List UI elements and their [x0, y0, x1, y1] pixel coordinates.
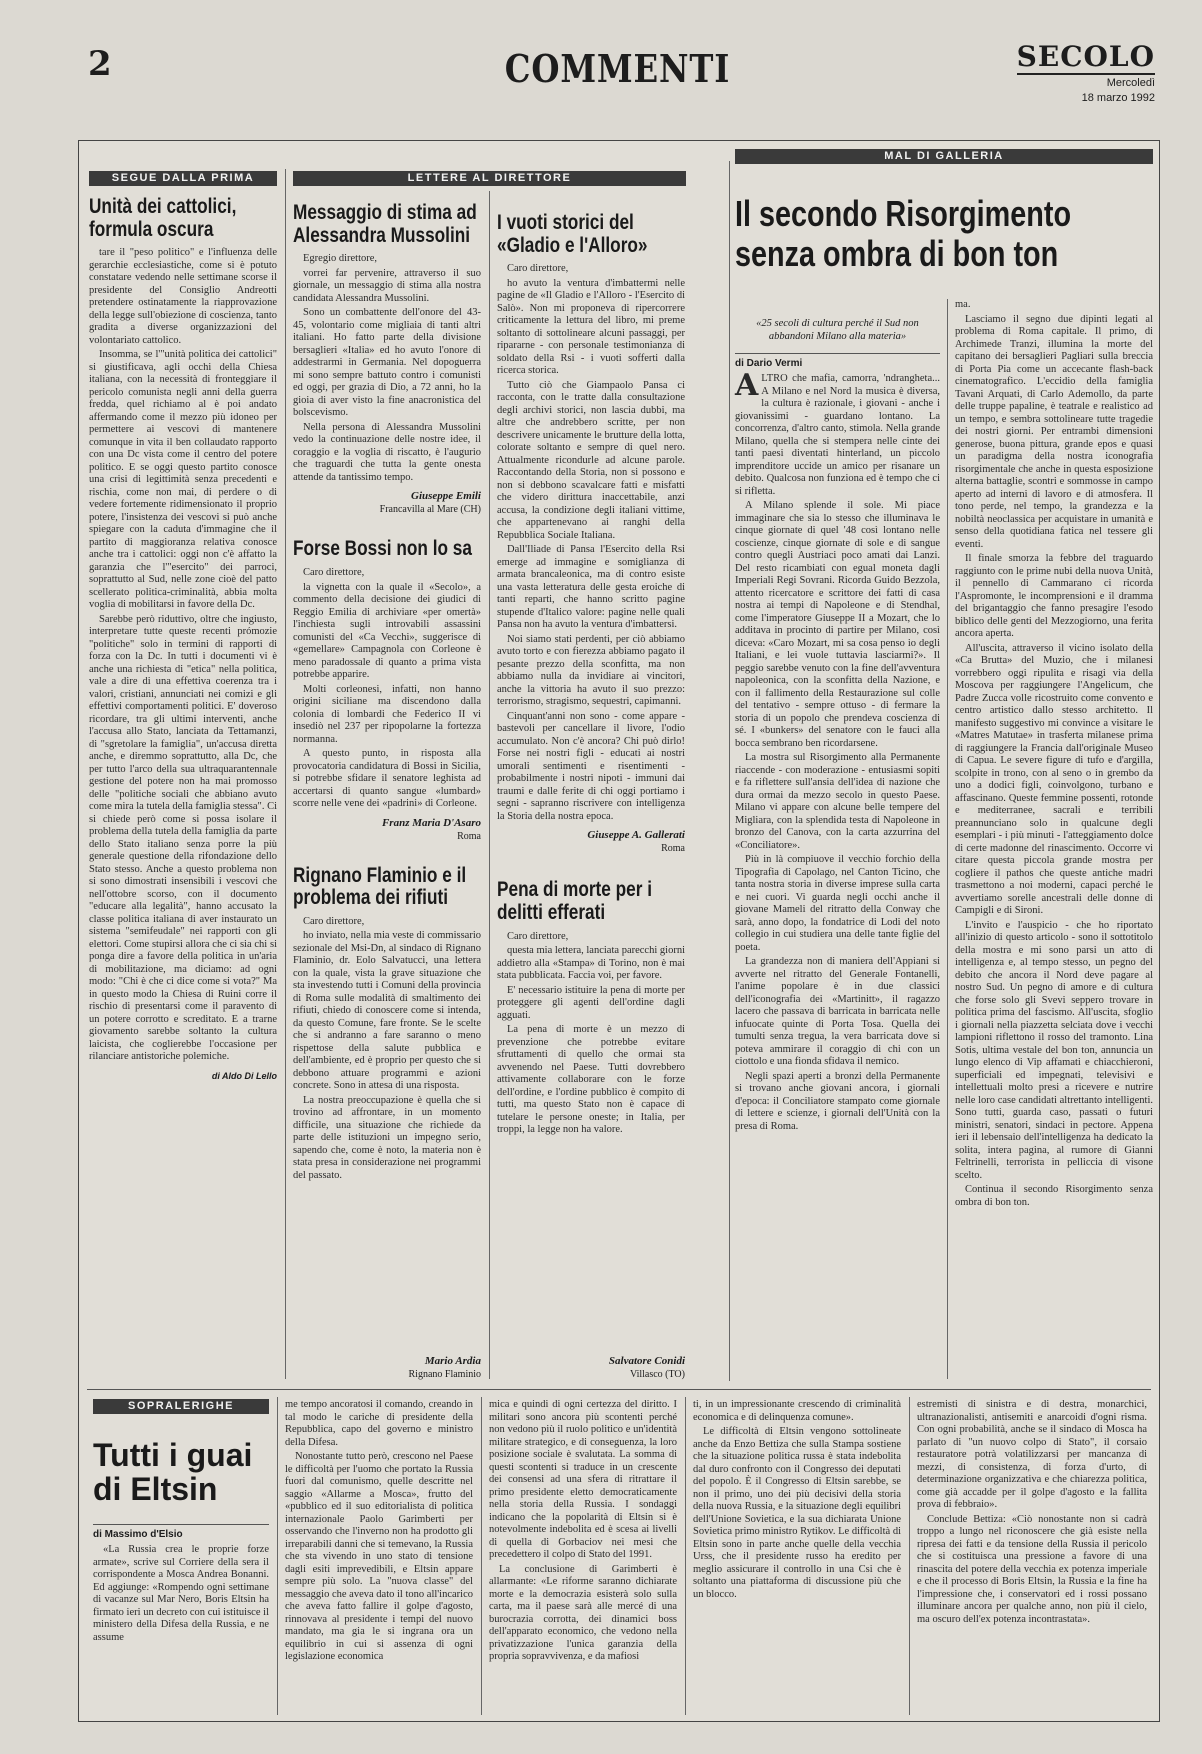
section-bar-mal-di-galleria: MAL DI GALLERIA: [735, 149, 1153, 164]
article-right-column: [955, 299, 1153, 1211]
paragraph: Sono un combattente dell'onore del 43-45, volontario come migliaia di tanti altri italiani. Ho fatto parte della divisione bersaglieri «Italia» ed ho avuto l'onore di addestrarmi in Germania. Nel dopoguerra mi sono sempre battuto contro i comunisti ed oggi, per grazia di Dio, a 72 anni, ho la gioia di aver visto la fine anacronistica del bolscevismo.: [293, 307, 481, 419]
section-bar-sopralerighe: SOPRALERIGHE: [93, 1399, 269, 1414]
column-rule: [909, 1397, 910, 1715]
byline: di Aldo Di Lello: [211, 1070, 277, 1081]
column-rule: [729, 161, 730, 1381]
letter-signature: [409, 1355, 482, 1381]
paragraph: Molti corleonesi, infatti, non hanno origini siciliane ma discendono dalla colonia di lombardi che Federico II vi insediò nel 237 per ripopolarne la fortezza normanna.: [293, 683, 481, 745]
article-body: [735, 368, 940, 1133]
article-lead: [93, 1544, 269, 1644]
article-eltsin-col-2: [489, 1399, 677, 1714]
article-body: [285, 1399, 473, 1664]
signature-name: Giuseppe Emili: [411, 490, 481, 503]
article-body: [693, 1399, 901, 1601]
paragraph: A Milano splende il sole. Mi piace immaginare che sia lo stesso che illuminava le cinque giornate di quel '48 così lontano nelle coscienze, cinque giornate di sole e di sangue contro quegli Austriaci poco amati dai Lanzi. Del resto ricambiati con egual moneta dagli Imperiali Regi Sovrani. Ricorda Guido Bezzola, attento ricercatore e scrittore dei fatti di casa nostra ai tempi di Napoleone e di Stendhal, come l'imperatore Giuseppe II a Mozart, che lo additava in procinto di partire per Milano, così diceva: «Caro Mozart, mi sa cosa penso io degli Italiani, e lei vuole tuttavia lasciarmi?». Il peggio sarebbe venuto con la fine dell'avventura napoleonica, con la sconfitta della Nazione, e con il fallimento della Restaurazione sul colle del tentativo - sempre ottuso - di fermare la storia di un popolo che prendeva coscienza di sé. I «bunkers» del senatore con le fauci alla bocca sembrano ben ricordarsene.: [735, 500, 940, 749]
signature-name: Giuseppe A. Gallerati: [587, 829, 685, 842]
letter-body: [497, 263, 685, 823]
paragraph: Più in là compiuove il vecchio forchio della Tipografia di Capolago, nel Canton Ticino, che tanta nostra storia in diverse imprese sulla carta e nei cuori. Vi guarda negli occhi anche il giovane Mameli del ritratto della Conway che sarà, anno dopo, la fondatrice di Lodi del noto collegio in cui studiera una delle tante figlie del poeta.: [735, 854, 940, 953]
paragraph: Dall'Iliade di Pansa l'Esercito della Rsi emerge ad immagine e somiglianza di armata brancaleonica, ma di contro esiste una vasta letteratura delle gesta eroiche di tanti reparti, che hanno scritto pagine stupende d'Italico valore: pagine nelle quali Pansa non ha avuto la ventura d'imbattersi.: [497, 544, 685, 631]
newspaper-logo: [1017, 40, 1155, 105]
letter-signature: [293, 817, 481, 843]
paragraph: La grandezza non di maniera dell'Appiani si avverte nel ritratto del Generale Fontanelli, l'anime popolare è in due classici dell'iconografia dei «Martinitt», il ragazzo lacero che passava di barricata in barricata nelle infuocate quinte di Porta Tosa. Quella dei tumulti senza tregua, la vera barricata dove si poteva ammirare il coraggio di chi con un ciottolo e una fionda sfidava il nemico.: [735, 956, 940, 1067]
article-unita-cattolici: [89, 171, 277, 1381]
logo-name: SECOLO: [1016, 40, 1155, 73]
signature-place: Villasco (TO): [629, 1369, 685, 1380]
paragraph: Caro direttore,: [303, 915, 365, 927]
article-eltsin-col-3: [693, 1399, 901, 1714]
paragraph: tare il "peso politico" e l'influenza delle gerarchie ecclesiastiche, come si è potuto constatare vedendo nelle settimane scorse il presidente del Consiglio Andreotti pretendere ostinatamente la riapprovazione della legge sull'obiezione di coscienza, tanto gradita a diverse organizzazioni del volontariato cattolico.: [89, 247, 277, 346]
paragraph: Caro direttore,: [303, 567, 365, 579]
issue-date: 18 marzo 1992: [1081, 92, 1155, 104]
byline: di Dario Vermi: [735, 353, 940, 369]
paragraph: E' necessario istituire la pena di morte per proteggere gli agenti dell'ordine dagli agguati.: [497, 984, 685, 1021]
letter-body: [293, 916, 481, 1183]
letter-title: Forse Bossi non lo sa: [293, 537, 472, 561]
paragraph: mica e quindi di ogni certezza del diritto. I militari sono ancora più scontenti perché non vedono più il ruolo politico e un'identità militare strategico, e di conseguenza, la loro posizione sociale è svalutata. La somma di questi scontenti si traduce in un crescente dei consensi ad una sfera di ritrattare il primo presidente eletto democraticamente nella storia della Russia. I sondaggi indicano che la popolarità di Eltsin si è notevolmente indebolita ed è scesa ai livelli di quella di Gorbaciov nei mesi che precedettero il colpo di Stato del 1991.: [489, 1399, 677, 1560]
article-title: Unità dei cattolici, formula oscura: [89, 195, 237, 241]
article-eltsin-head: [93, 1399, 269, 1714]
masthead: [80, 38, 1155, 104]
paragraph: Il finale smorza la febbre del traguardo raggiunto con le prime nubi della nuova Unità, il pennello di Cammarano ci ricorda l'Aspromonte, le incomprensioni e il dramma del brigantaggio che fanno presagire l'esodo biblico delle genti del Mezzogiorno, una ferita ancora aperta.: [955, 553, 1153, 639]
paragraph: la vignetta con la quale il «Secolo», a commento della decisione dei giudici di Reggio Emilia di archiviare «per omertà» l'inchiesta sugli introvabili assassini comunisti del «Ca Vecchi», suggerisce di «gemellare» Campagnola con Corleone è meno paradossale di quanto a prima vista potrebbe apparire.: [293, 581, 481, 681]
letter-body: [497, 931, 685, 1137]
section-title: COMMENTI: [504, 46, 731, 91]
column-rule: [481, 1397, 482, 1715]
article-title: Il secondo Risorgimento senza ombra di bon ton: [735, 193, 1072, 274]
paragraph: Sarebbe però riduttivo, oltre che ingiusto, interpretare tutte queste recenti prómozie "politiche" solo in termini di rapporti di forza con la Dc. In tutti i documenti vi è anche una richiesta di "etica" nella politica, vale a dire di una effettiva coerenza tra i valori, cristiani, annunciati nei comizi e gli effettivi comportamenti politici. E' doveroso ricordare, tra gli ultimi interventi, anche l'accusa allo Stato, lanciata da Tettamanzi, di "sgretolare la famiglia", un'accusa diretta anche, e diremmo soprattutto, alla Dc, che per tutto l'arco della sua ultraquarantennale gestione del potere non ha mai promosso delle "politiche sociali che abbiano avuto come mira la tutela della famiglia stessa". Ci si chiede però come si possa isolare il problema della tutela della famiglia da parte dello Stato italiano senza porre la più generale questione della rifondazione dello Stato stesso. Anche a questo problema non si sono dimostrati insensibili i vescovi che nell'ottobre scorso, con il documento "educare alla legalità", hanno accusato la classe politica italiana di aver instaurato un sistema "semifeudale" nei rapporti con gli elettori. Come stupirsi allora che ci sia chi si ponga dire a favore della politica in un'aria di mobilitazione, ma diciamo: ad ogni modo: "Chi è che ci dice come si vota?" Ma in questo modo la Chiesa di Ruini corre il rischio di presentarsi come il paravento di un potere corrotto e screditato. E a trarne giovamento sarebbe soltanto la cultura laicista, che coglierebbe l'occasione per rilanciare antistoriche polemiche.: [89, 613, 277, 1063]
letter-title: I vuoti storici del «Gladio e l'Alloro»: [497, 211, 648, 257]
column-rule: [285, 169, 286, 1379]
letter-title: Messaggio di stima ad Alessandra Mussolini: [293, 201, 477, 247]
signature-name: Franz Maria D'Asaro: [381, 816, 481, 829]
article-body: [917, 1399, 1147, 1626]
section-bar-segue: SEGUE DALLA PRIMA: [89, 171, 277, 186]
signature-name: Mario Ardia: [424, 1355, 481, 1367]
paragraph: Conclude Bettiza: «Ciò nonostante non si cadrà troppo a lungo nel riconoscere che già esiste nella ripresa dei fatti e da tensione della Russia il pericolo che si costituisca una pressione a favore di una rinascita del potere della vecchia ex potenza imperiale e che il processo di Boris Eltsin, la Russia e la fine ha l'impressione che, i conservatori ed i rossi possano illuminare ancora per qualche anno, non più il cielo, ma oscuro dell'ex potenza incontrastata».: [917, 1513, 1147, 1625]
issue-day: Mercoledì: [1106, 77, 1155, 89]
paragraph: questa mia lettera, lanciata parecchi giorni addietro alla «Stampa» di Torino, non è mai stata pubblicata. Faccia voi, per favore.: [497, 945, 685, 982]
paragraph: Noi siamo stati perdenti, per ciò abbiamo avuto torto e con fierezza abbiamo pagato il pesante prezzo della sconfitta, ma non abbiamo nulla da invidiare ai vincitori, anche la vittoria ha avuto il suo prezzo: terrorismo, stragismo, sequestri, capimanni.: [497, 633, 685, 708]
paragraph: estremisti di sinistra e di destra, monarchici, ultranazionalisti, antisemiti e anarcoidi d'ogni risma. Con ogni probabilità, anche se il sindaco di Mosca ha parlato di "un nuovo colpo di Stato", il corsaio restauratore potrà volatilizzarsi per mancanza di mezzi, di consistenza, di forza d'urto, di determinazione organizzativa e che chiarezza politica, come già accadde per il golpe d'agosto e la fallita prova di febbraio».: [917, 1399, 1147, 1510]
article-body: [489, 1399, 677, 1664]
paragraph: La pena di morte è un mezzo di prevenzione che potrebbe evitare sfruttamenti di quello che ormai sta avvenendo nel Paese. Tutti dovrebbero attivamente collaborare con le forze dell'ordine, e l'ordine pubblico è compito di tutti, ma questo Stato non è capace di tutelare le persone oneste; in Italia, per troppi, la legge non ha valore.: [497, 1024, 685, 1136]
paragraph: Cinquant'anni non sono - come appare - bastevoli per cancellare il livore, l'odio accumulato. Non c'è ancora? Chi può dirlo! Forse nei nostri figli - educati ai nostri umorali sentimenti e risentimenti - probabilmente i nostri nipoti - immuni dai traumi e dalle ferite di chi oggi portiamo i segni - sapranno riscrivere con intelligenza la Storia della nostra epoca.: [497, 710, 685, 822]
paragraph: Caro direttore,: [507, 263, 569, 275]
paragraph: me tempo ancoratosi il comando, creando in tal modo le cariche di presidente della Repubblica, capo del governo e ministro della Difesa.: [285, 1399, 473, 1448]
signature-name: Salvatore Conidi: [608, 1355, 685, 1367]
column-rule: [685, 1397, 686, 1715]
content-frame: [78, 140, 1160, 1722]
paragraph: vorrei far pervenire, attraverso il suo giornale, un messaggio di stima alla nostra candidata Alessandra Mussolini.: [293, 267, 481, 304]
paragraph: Egregio direttore,: [303, 253, 378, 265]
letter-signature: [293, 490, 481, 516]
column-rule: [947, 299, 948, 1379]
paragraph: Tutto ciò che Giampaolo Pansa ci racconta, con le tratte dalla consultazione degli archivi storici, non lascia dubbi, ma altre che andrebbero scritte, per non descrivere unicamente le brutture della lotta, colorate soltanto e sempre di quel nero. Attualmente ricondurle ad alcune parole. Raccontando della Storia, non si possono e non si debbono scavalcare fatti e misfatti che videro dirittura inaccettabile, anzi accusa, la condizione degli italiani vittime, che appartenevano ai ranghi della Repubblica Sociale Italiana.: [497, 379, 685, 541]
paragraph: All'uscita, attraverso il vicino isolato della «Ca Brutta» del Muzio, che i milanesi vorrebbero oggi ripulita e risagi via della Moscova per raggiungere l'Angelicum, che Padre Zucca volle ricostruito come convento e centro artistico dallo stesso architetto. Il manifesto suggestivo mi convince a visitare le «Matres Matutae» in trasferta milanese prima di raggiungere la Francia dall'originale Museo di Capua. Le severe figure di tufo e d'argilla, scolpite in trono, con al seno o in grembo da uno a dodici figli, coinvolgono, turbano e affascinano. Queste femmine possenti, rotonde e mediterranee, sacrali e terribili preannunciano solo in qualcune degli esemplari - i più minuti - l'atteggiamento dolce di certe madonne del rinascimento. Occorre vi citare questa piccola grande mostra per cogliere il pathos che queste antiche madri trasmettono a noi moderni, capaci perché le avvertiamo sorelle ancestrali delle donne di Campigli e di Sironi.: [955, 642, 1153, 916]
signature-place: Roma: [661, 843, 685, 855]
paragraph: ti, in un impressionante crescendo di criminalità economica e di delinquenza comune».: [693, 1399, 901, 1423]
section-divider: [87, 1389, 1151, 1390]
column-rule: [489, 191, 490, 1379]
paragraph: Continua il secondo Risorgimento senza ombra di bon ton.: [955, 1184, 1153, 1208]
paragraph: La conclusione di Garimberti è allarmante: «Le riforme saranno dichiarate morte e la democrazia esisterà solo sulla carta, ma il paese sarà alle mercé di una burocrazia corrotta, dei dinamici boss dell'apparato economico, che vedono nella privatizzazione l'unica garanzia della propria sopravvivenza, e da mafiosi: [489, 1563, 677, 1662]
article-body-continued: [955, 299, 1153, 1209]
letter-signature: [497, 829, 685, 855]
article-kicker: «25 secoli di cultura perché il Sud non abbandoni Milano alla materia»: [756, 318, 919, 342]
letters-column-1: [293, 171, 572, 1381]
paragraph: «La Russia crea le proprie forze armate», scrive sul Corriere della sera il corrispondente a Mosca Andrea Bonanni. Ed aggiunge: «Rompendo ogni settimane di vacanze sul Mar Nero, Boris Eltsin ha firmato ieri un decreto con cui istituisce il ministero della Difesa della Russia, e ne assume: [93, 1544, 269, 1643]
section-bar-lettere: LETTERE AL DIRETTORE: [293, 171, 686, 186]
letter-body: [293, 253, 481, 484]
article-left-column: [735, 299, 940, 1135]
letter-body: [293, 567, 481, 811]
letter-title: Rignano Flaminio e il problema dei rifiuti: [293, 863, 467, 910]
letter-title: Pena di morte per i delitti efferati: [497, 878, 653, 925]
paragraph: ho inviato, nella mia veste di commissario sezionale del Msi-Dn, al sindaco di Rignano Flaminio, dr. Eolo Salvatucci, una lettera con la quale, vista la grave situazione che sta investendo tutti i Comuni della provincia di Roma sulle modalità di smaltimento dei rifiuti, chiedo di conoscere come si intenda, da questo Comune, fare fronte. Se le scelte che si andranno a fare saranno o meno rispettose della salute pubblica e dell'ambiente, ed è proprio per questo che si debbono attuare programmi e azioni concrete. Sono in attesa di una risposta.: [293, 930, 481, 1092]
paragraph: Insomma, se l'"unità politica dei cattolici" si giustificava, agli occhi della Chiesa italiana, con la necessità di fronteggiare il pericolo comunista negli anni della guerra fredda, quel richiamo al è poi andato affermando come il mezzo più idoneo per permettere ai vescovi di mantenere comunque in vita il ben collaudato rapporto con una Dc vista come il centro del potere politico. E se oggi questo partito conosce una crisi di legittimità senza precedenti e rischia, come non mai, di perdere o di vedere fortemente ridimensionato il proprio potere, l'insistenza dei vescovi si può anche spiegare con la caduta d'immagine che il partito di maggioranza relativa conosce anche tra i cattolici: oggi non c'è affatto la garanzia che l'"esercito" dei parroci, soprattutto al Sud, nelle zone cioè del patto scellerato politica-criminalità, abbia molta voglia di mobilitarsi in favore della Dc.: [89, 349, 277, 611]
paragraph: ho avuto la ventura d'imbattermi nelle pagine de «Il Gladio e l'Alloro - l'Esercito di Salò». Non mi proponeva di ripercorrere criticamente la lettura del libro, mi preme soltanto di sottolineare alcuni passaggi, per ripararne - con personale testimonianza di soldato della Rsi - i vuoti sofferti dalla ricerca storica.: [497, 277, 685, 377]
column-rule: [277, 1397, 278, 1715]
article-title: Tutti i guai di Eltsin: [93, 1437, 253, 1508]
page-number: 2: [88, 44, 112, 84]
paragraph: Caro direttore,: [507, 930, 569, 942]
signature-place: Roma: [457, 830, 481, 842]
paragraph: Lasciamo il segno due dipinti legati al problema di Roma capitale. Il primo, di Archimede Tranzi, illumina la morte del capitano dei bersaglieri Pagliari sulla breccia di Porta Pia come un accecante flash-back cinematografico. L'eccidio della famiglia Tavani Arquati, di Carlo Ademollo, da parte delle truppe papaline, è teatrale e realistico ad un tempo, e sembra sottolineare tutte tragedie dei nostri giorni. Per entrambi dimensioni generose, buona pittura, grande epos e quasi un paradigma della nostra iconografia risorgimentale che anche in questa esposizione alterna battaglie, scontri e sommosse in campo aperto ad interni di lavoro e di atmosfera. Il tono perde, nel tempo, la grandezza e la nobiltà neoclassica per acquistare in umanità e senso della quotidiana fatica nel tessere gli eventi.: [955, 313, 1153, 550]
signature-place: Rignano Flaminio: [408, 1369, 481, 1380]
paragraph: Nonostante tutto però, crescono nel Paese le difficoltà per l'uomo che portato la Russia fuori dal comunismo, quelle descritte nel saggio «Allarme a Mosca», frutto del «pubblico ed il suo editorialista di politica internazionale Paolo Garimberti per osservando che l'inverno non ha prodotto gli irreparabili danni che si temevano, la Russia che sta vivendo in uno stato di tensione dagli esiti imprevedibili, e Eltsin appare sempre più solo. La "nuova classe" del messaggio che aveva dato il tono all'incarico che aveva fatto fallire il golpe d'agosto, rinnovava al presidente i tempi del nuovo mandato, ma gia le si ingrana ora un equilibrio in cui si assenza di ogni legislazione economica: [285, 1451, 473, 1662]
letters-column-2: [497, 196, 685, 1381]
paragraph: [735, 368, 940, 498]
paragraph: L'invito e l'auspicio - che ho riportato all'inizio di questo articolo - sono il sottotitolo della mostra e mi sono parsi un atto di intelligenza e, al tempo stesso, un pegno del debito che ancora il Nord deve pagare al nostro Sud. Un pegno di amore e di cultura che forse solo gli Svevi seppero trovare in politica prima del fascismo. All'uscita, sfoglio i giornali nella piazzetta selciata dove i vecchi lampioni riflettono il rosso del tramonto. Lina Sotis, ultima vestale del bon ton, annuncia un lungo elenco di Vip affamati e chiacchieroni, superficiali ed impegnati, televisivi e intellettuali molto presi a ricevere e nutrire nelle loro case candidati altrettanto intelligenti. Sono tutti, guarda caso, passati o futuri ministri, senatori, sindaci in pectore. Appena ieri il lebensaio dell'intelligenza ha dedicato la solita, intera pagina, al rumore di Gianni Feltrinelli, terrorista in pelliccia di visone scelto.: [955, 919, 1153, 1181]
article-eltsin-col-4: [917, 1399, 1147, 1714]
paragraph: Negli spazi aperti a bronzi della Permanente si trovano anche giovani ancora, i giornali d'epoca: il Conciliatore stampato come giornale di lettere e scienze, i giornali dell'Unità con la presa di Roma.: [735, 1070, 940, 1132]
letter-signature: [609, 1355, 685, 1381]
byline: di Massimo d'Elsio: [93, 1524, 269, 1540]
paragraph: La mostra sul Risorgimento alla Permanente riaccende - con moderazione - entusiasmi sopiti e fa riflettere sull'ansia dell'idea di nazione che dura ormai da mezzo secolo in questo Paese. Milano vi appare con alcune belle tempere del Migliara, con la splendida testa di Napoleone in bronzo del Canova, con la carta azzurrina del «Conciliatore».: [735, 752, 940, 851]
signature-place: Francavilla al Mare (CH): [379, 504, 481, 516]
paragraph: Nella persona di Alessandra Mussolini vedo la continuazione delle nostre idee, il coraggio e la voglia di riscatto, è l'augurio che traguardi che tutta la gente onesta attende da tantissimo tempo.: [293, 421, 481, 483]
paragraph: Le difficoltà di Eltsin vengono sottolineate anche da Enzo Bettiza che sulla Stampa sostiene che la situazione politica russa è stata indebolita dal duro confronto con il Congresso dei deputati del popolo. È il Congresso di Eltsin sarebbe, se non il primo, uno dei più decisivi della storia della nuova Russia, e la situazione degli equilibri dell'Unione Sovietica, e la sua dichiarata Unione Sovietica primo ministro Rytikov. Le difficoltà di Eltsin sono in parte anche quelle della vecchia Urss, che il presidente russo ha eredito per meglio assicurare il controllo in una Csi che è soltanto una piattaforma di discussione più che un blocco.: [693, 1426, 901, 1600]
article-eltsin-col-1: [285, 1399, 473, 1714]
paragraph: A questo punto, in risposta alla provocatoria candidatura di Bossi in Sicilia, si potrebbe sfidare il senatore leghista ad accertarsi di quanto sangue «lumbard» scorre nelle vene dei «padrini» di Corleone.: [293, 748, 481, 810]
article-body: [89, 247, 277, 1064]
paragraph: ma.: [955, 299, 971, 310]
paragraph: La nostra preoccupazione è quella che si trovino ad affrontare, in un momento difficile, una situazione che richiede da parte delle istituzioni un impegno serio, sapendo che, come è noto, la materia non è stata presa in considerazione nei programmi del passato.: [293, 1094, 481, 1181]
paragraph-text: LTRO che mafia, camorra, 'ndrangheta... A Milano e nel Nord la musica è diversa, la cultura è razionale, i giovani - anche i giovanissimi - guardano lontano. La concorrenza, d'altro canto, stimola. Nella grande Milano, quella che si stempera nelle cinte dei tanti paesi diventati hinterland, un piccolo imprenditore uccide un amico per risanare un debito. Qualcosa non funziona ed è tempo che ci si rifletta.: [735, 373, 940, 497]
article-secondo-risorgimento: [735, 149, 1153, 1381]
dropcap: A: [735, 368, 759, 403]
